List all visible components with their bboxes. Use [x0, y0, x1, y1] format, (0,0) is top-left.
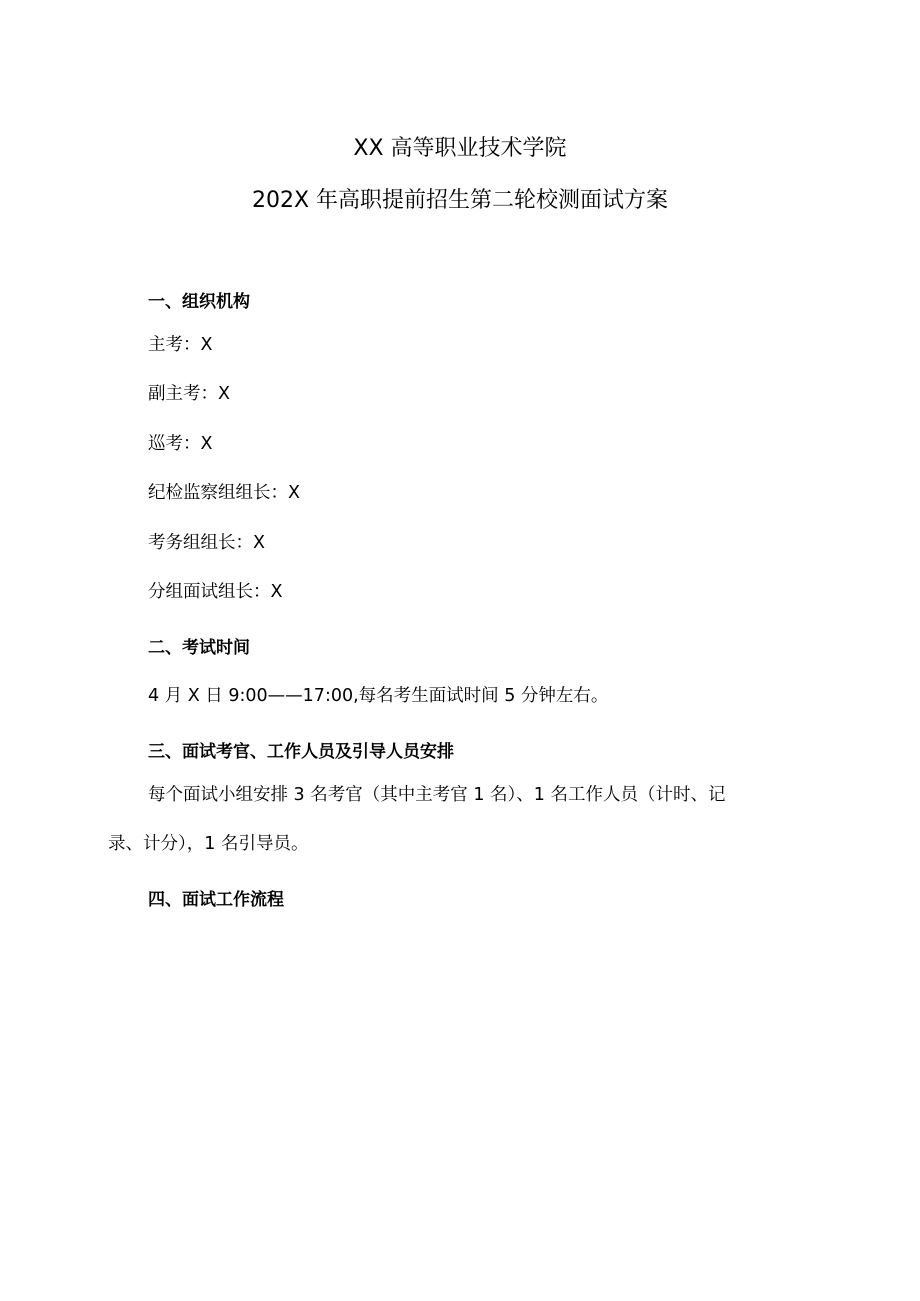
section3-text-line2: 录、计分），1 名引导员。 [108, 834, 309, 854]
section1-item-discipline-leader: 纪检监察组组长：X [148, 483, 300, 503]
section2-text: 4 月 X 日 9:00——17:00,每名考生面试时间 5 分钟左右。 [148, 686, 609, 706]
document-title-line1: XX 高等职业技术学院 [353, 136, 567, 161]
section1-item-chief-examiner: 主考：X [148, 335, 213, 355]
section1-item-deputy-examiner: 副主考：X [148, 384, 230, 404]
section1-item-group-leader: 分组面试组长：X [148, 582, 283, 602]
section1-item-affairs-leader: 考务组组长：X [148, 533, 265, 553]
section3-heading: 三、面试考官、工作人员及引导人员安排 [148, 742, 454, 762]
section1-heading: 一、组织机构 [148, 292, 250, 312]
document-title-line2: 202X 年高职提前招生第二轮校测面试方案 [251, 188, 669, 213]
section3-text-line1: 每个面试小组安排 3 名考官（其中主考官 1 名）、1 名工作人员（计时、记 [148, 785, 726, 805]
section1-item-patrol-examiner: 巡考：X [148, 434, 213, 454]
section2-heading: 二、考试时间 [148, 638, 250, 658]
section4-heading: 四、面试工作流程 [148, 890, 284, 910]
